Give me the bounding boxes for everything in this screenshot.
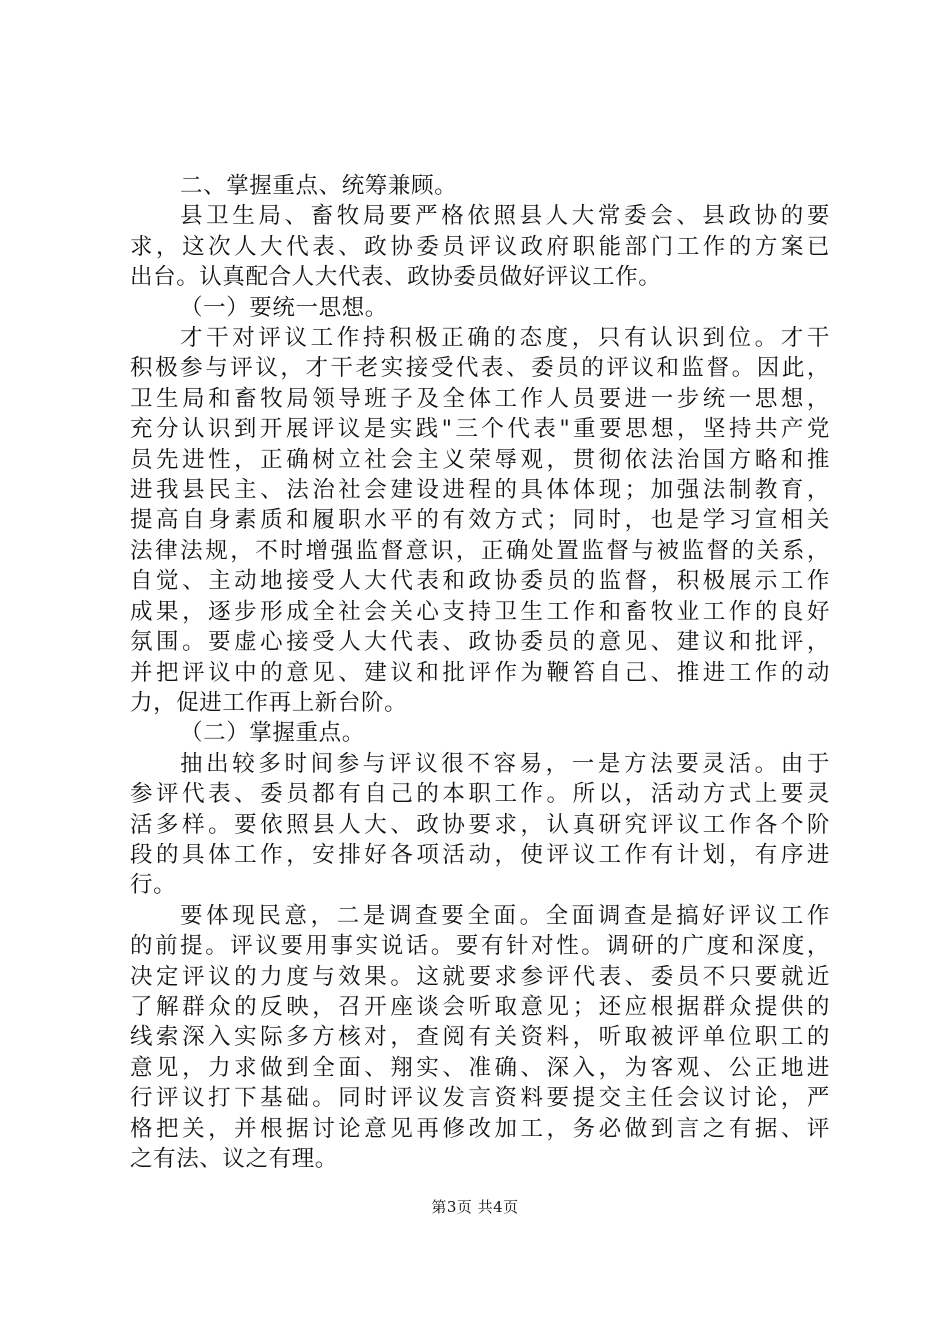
paragraph bbox=[130, 749, 830, 901]
text-line: 出台。认真配合人大代表、政协委员做好评议工作。 bbox=[130, 264, 662, 291]
text-line: 行。 bbox=[130, 872, 177, 899]
document-body bbox=[130, 171, 830, 1174]
text-line: 活多样。要依照县人大、政协要求，认真研究评议工作各个阶 bbox=[130, 811, 830, 838]
paragraph bbox=[130, 718, 830, 748]
text-line: 成果，逐步形成全社会关心支持卫生工作和畜牧业工作的良好 bbox=[130, 598, 830, 625]
paragraph bbox=[130, 171, 830, 201]
text-line: 之有法、议之有理。 bbox=[130, 1146, 338, 1172]
text-line: 段的具体工作，安排好各项活动，使评议工作有计划，有序进 bbox=[130, 841, 830, 868]
text-line: （二）掌握重点。 bbox=[180, 720, 365, 747]
text-line: 线索深入实际多方核对，查阅有关资料，听取被评单位职工的 bbox=[130, 1024, 830, 1051]
text-line: 抽出较多时间参与评议很不容易，一是方法要灵活。由于 bbox=[180, 750, 830, 777]
text-line: 充分认识到开展评议是实践"三个代表"重要思想，坚持共产党 bbox=[130, 416, 830, 443]
text-line: 氛围。要虚心接受人大代表、政协委员的意见、建议和批评， bbox=[130, 629, 830, 656]
text-line: 要体现民意，二是调查要全面。全面调查是搞好评议工作 bbox=[180, 902, 830, 929]
text-line: 二、掌握重点、统筹兼顾。 bbox=[180, 173, 458, 199]
text-line: 自觉、主动地接受人大代表和政协委员的监督，积极展示工作 bbox=[130, 568, 830, 595]
text-line: 格把关，并根据讨论意见再修改加工，务必做到言之有据、评 bbox=[130, 1115, 830, 1142]
paragraph bbox=[130, 293, 830, 323]
text-line: 了解群众的反映，召开座谈会听取意见；还应根据群众提供的 bbox=[130, 993, 830, 1020]
text-line: 意见，力求做到全面、翔实、准确、深入，为客观、公正地进 bbox=[130, 1054, 830, 1081]
text-line: 并把评议中的意见、建议和批评作为鞭笞自己、推进工作的动 bbox=[130, 659, 830, 686]
paragraph bbox=[130, 901, 830, 1175]
paragraph bbox=[130, 323, 830, 718]
text-line: 参评代表、委员都有自己的本职工作。所以，活动方式上要灵 bbox=[130, 781, 830, 808]
paragraph bbox=[130, 201, 830, 292]
text-line: 卫生局和畜牧局领导班子及全体工作人员要进一步统一思想， bbox=[130, 385, 830, 412]
text-line: 法律法规，不时增强监督意识，正确处置监督与被监督的关系， bbox=[130, 537, 830, 564]
text-line: 进我县民主、法治社会建设进程的具体体现；加强法制教育， bbox=[130, 477, 830, 504]
text-line: 提高自身素质和履职水平的有效方式；同时，也是学习宣相关 bbox=[130, 507, 830, 534]
text-line: 县卫生局、畜牧局要严格依照县人大常委会、县政协的要 bbox=[180, 203, 830, 230]
text-line: 才干对评议工作持积极正确的态度，只有认识到位。才干 bbox=[180, 325, 830, 352]
page-number-footer: 第3页 共4页 bbox=[431, 1198, 519, 1216]
text-line: （一）要统一思想。 bbox=[180, 294, 388, 321]
text-line: 求，这次人大代表、政协委员评议政府职能部门工作的方案已 bbox=[130, 233, 830, 260]
text-line: 的前提。评议要用事实说话。要有针对性。调研的广度和深度， bbox=[130, 933, 830, 960]
text-line: 行评议打下基础。同时评议发言资料要提交主任会议讨论，严 bbox=[130, 1085, 830, 1112]
text-line: 积极参与评议，才干老实接受代表、委员的评议和监督。因此， bbox=[130, 355, 830, 382]
text-line: 力，促进工作再上新台阶。 bbox=[130, 689, 408, 716]
text-line: 决定评议的力度与效果。这就要求参评代表、委员不只要就近 bbox=[130, 963, 830, 990]
text-line: 员先进性，正确树立社会主义荣辱观，贯彻依法治国方略和推 bbox=[130, 446, 830, 473]
